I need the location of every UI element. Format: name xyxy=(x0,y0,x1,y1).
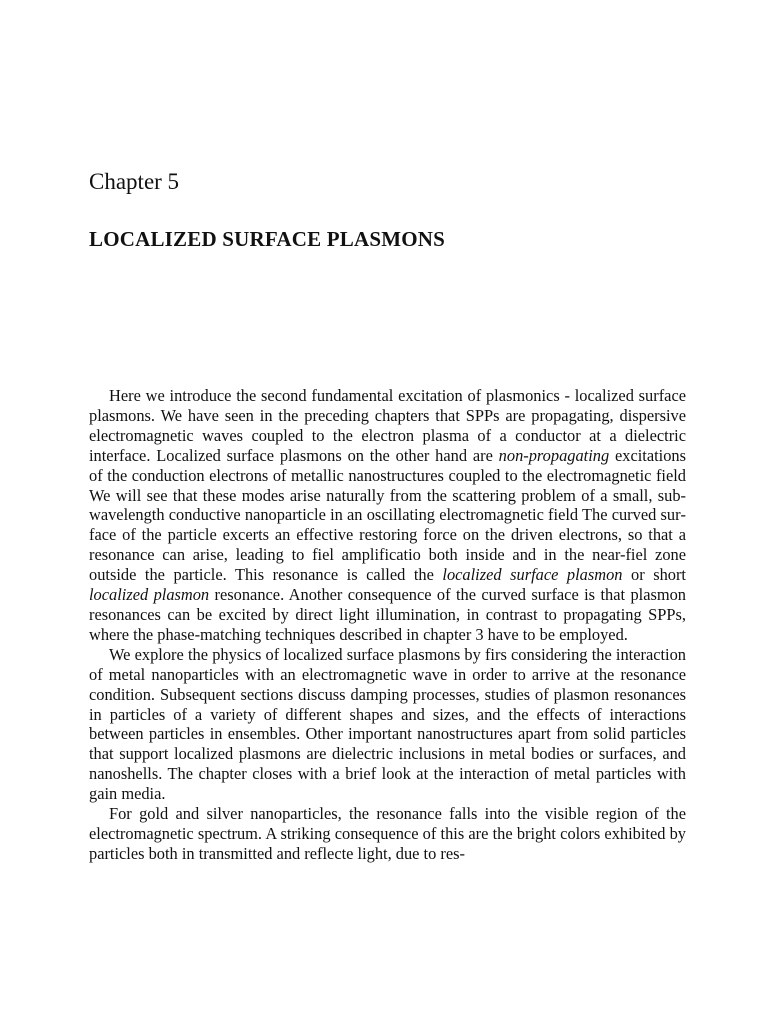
chapter-label: Chapter 5 xyxy=(89,169,180,194)
italic-term: non-propagating xyxy=(498,445,610,465)
text-segment: We explore the physics of localized surface plasmons by firs considering the interaction of metal nanoparticles with an electromagnetic wave in order to arrive at the resonance condition. Subsequent sections discuss damping processes, studies of plasmon resonances in particles of a variety of different shapes and sizes, and the effects of interactions between particles in ensembles. Other important nanostructures apart from solid particles that support localized plasmons are dielectric inclusions in metal bodies or surfaces, and nanoshells. The chapter closes with a brief look at the interaction of metal particles with gain media. xyxy=(89,644,686,804)
text-segment: excitations of the conduction electrons of metallic nanostructures coupled to the electromagnetic field We will see that these modes arise naturally from the scattering problem of a small, sub-wavelength conductive nanoparticle in an oscillating electromagnetic field The curved surface of the particle excerts an effective restoring force on the driven electrons, so that a resonance can arise, leading to fiel amplificatio both inside and in the near-fiel zone outside the particle. This resonance is called the xyxy=(89,445,686,585)
italic-term: localized plasmon xyxy=(89,585,210,605)
text-segment: For gold and silver nanoparticles, the resonance falls into the visible region of the electromagnetic spectrum. A striking consequence of this are the bright colors exhibited by particles both in transmitted and reflecte light, due to res- xyxy=(89,804,686,863)
text-segment: Here we introduce the second fundamental excitation of plasmonics - localized surface plasmons. We have seen in the preceding chapters that SPPs are propagating, dispersive electromagnetic waves coupled to the electron plasma of a conductor at a dielectric interface. Localized surface plasmons on the other hand are xyxy=(89,386,686,465)
chapter-body xyxy=(89,386,686,864)
paragraph-overview xyxy=(89,645,686,804)
chapter-title: LOCALIZED SURFACE PLASMONS xyxy=(89,227,446,251)
italic-term: localized surface plasmon xyxy=(442,565,623,585)
text-segment: or short xyxy=(622,565,686,585)
paragraph-gold-silver xyxy=(89,804,686,864)
text-segment: resonance. Another consequence of the curved surface is that plasmon resonances can be excited by direct light illumination, in contrast to propagating SPPs, where the phase-matching techniques described in chapter 3 have to be employed. xyxy=(89,585,686,644)
paragraph-intro xyxy=(89,386,686,645)
